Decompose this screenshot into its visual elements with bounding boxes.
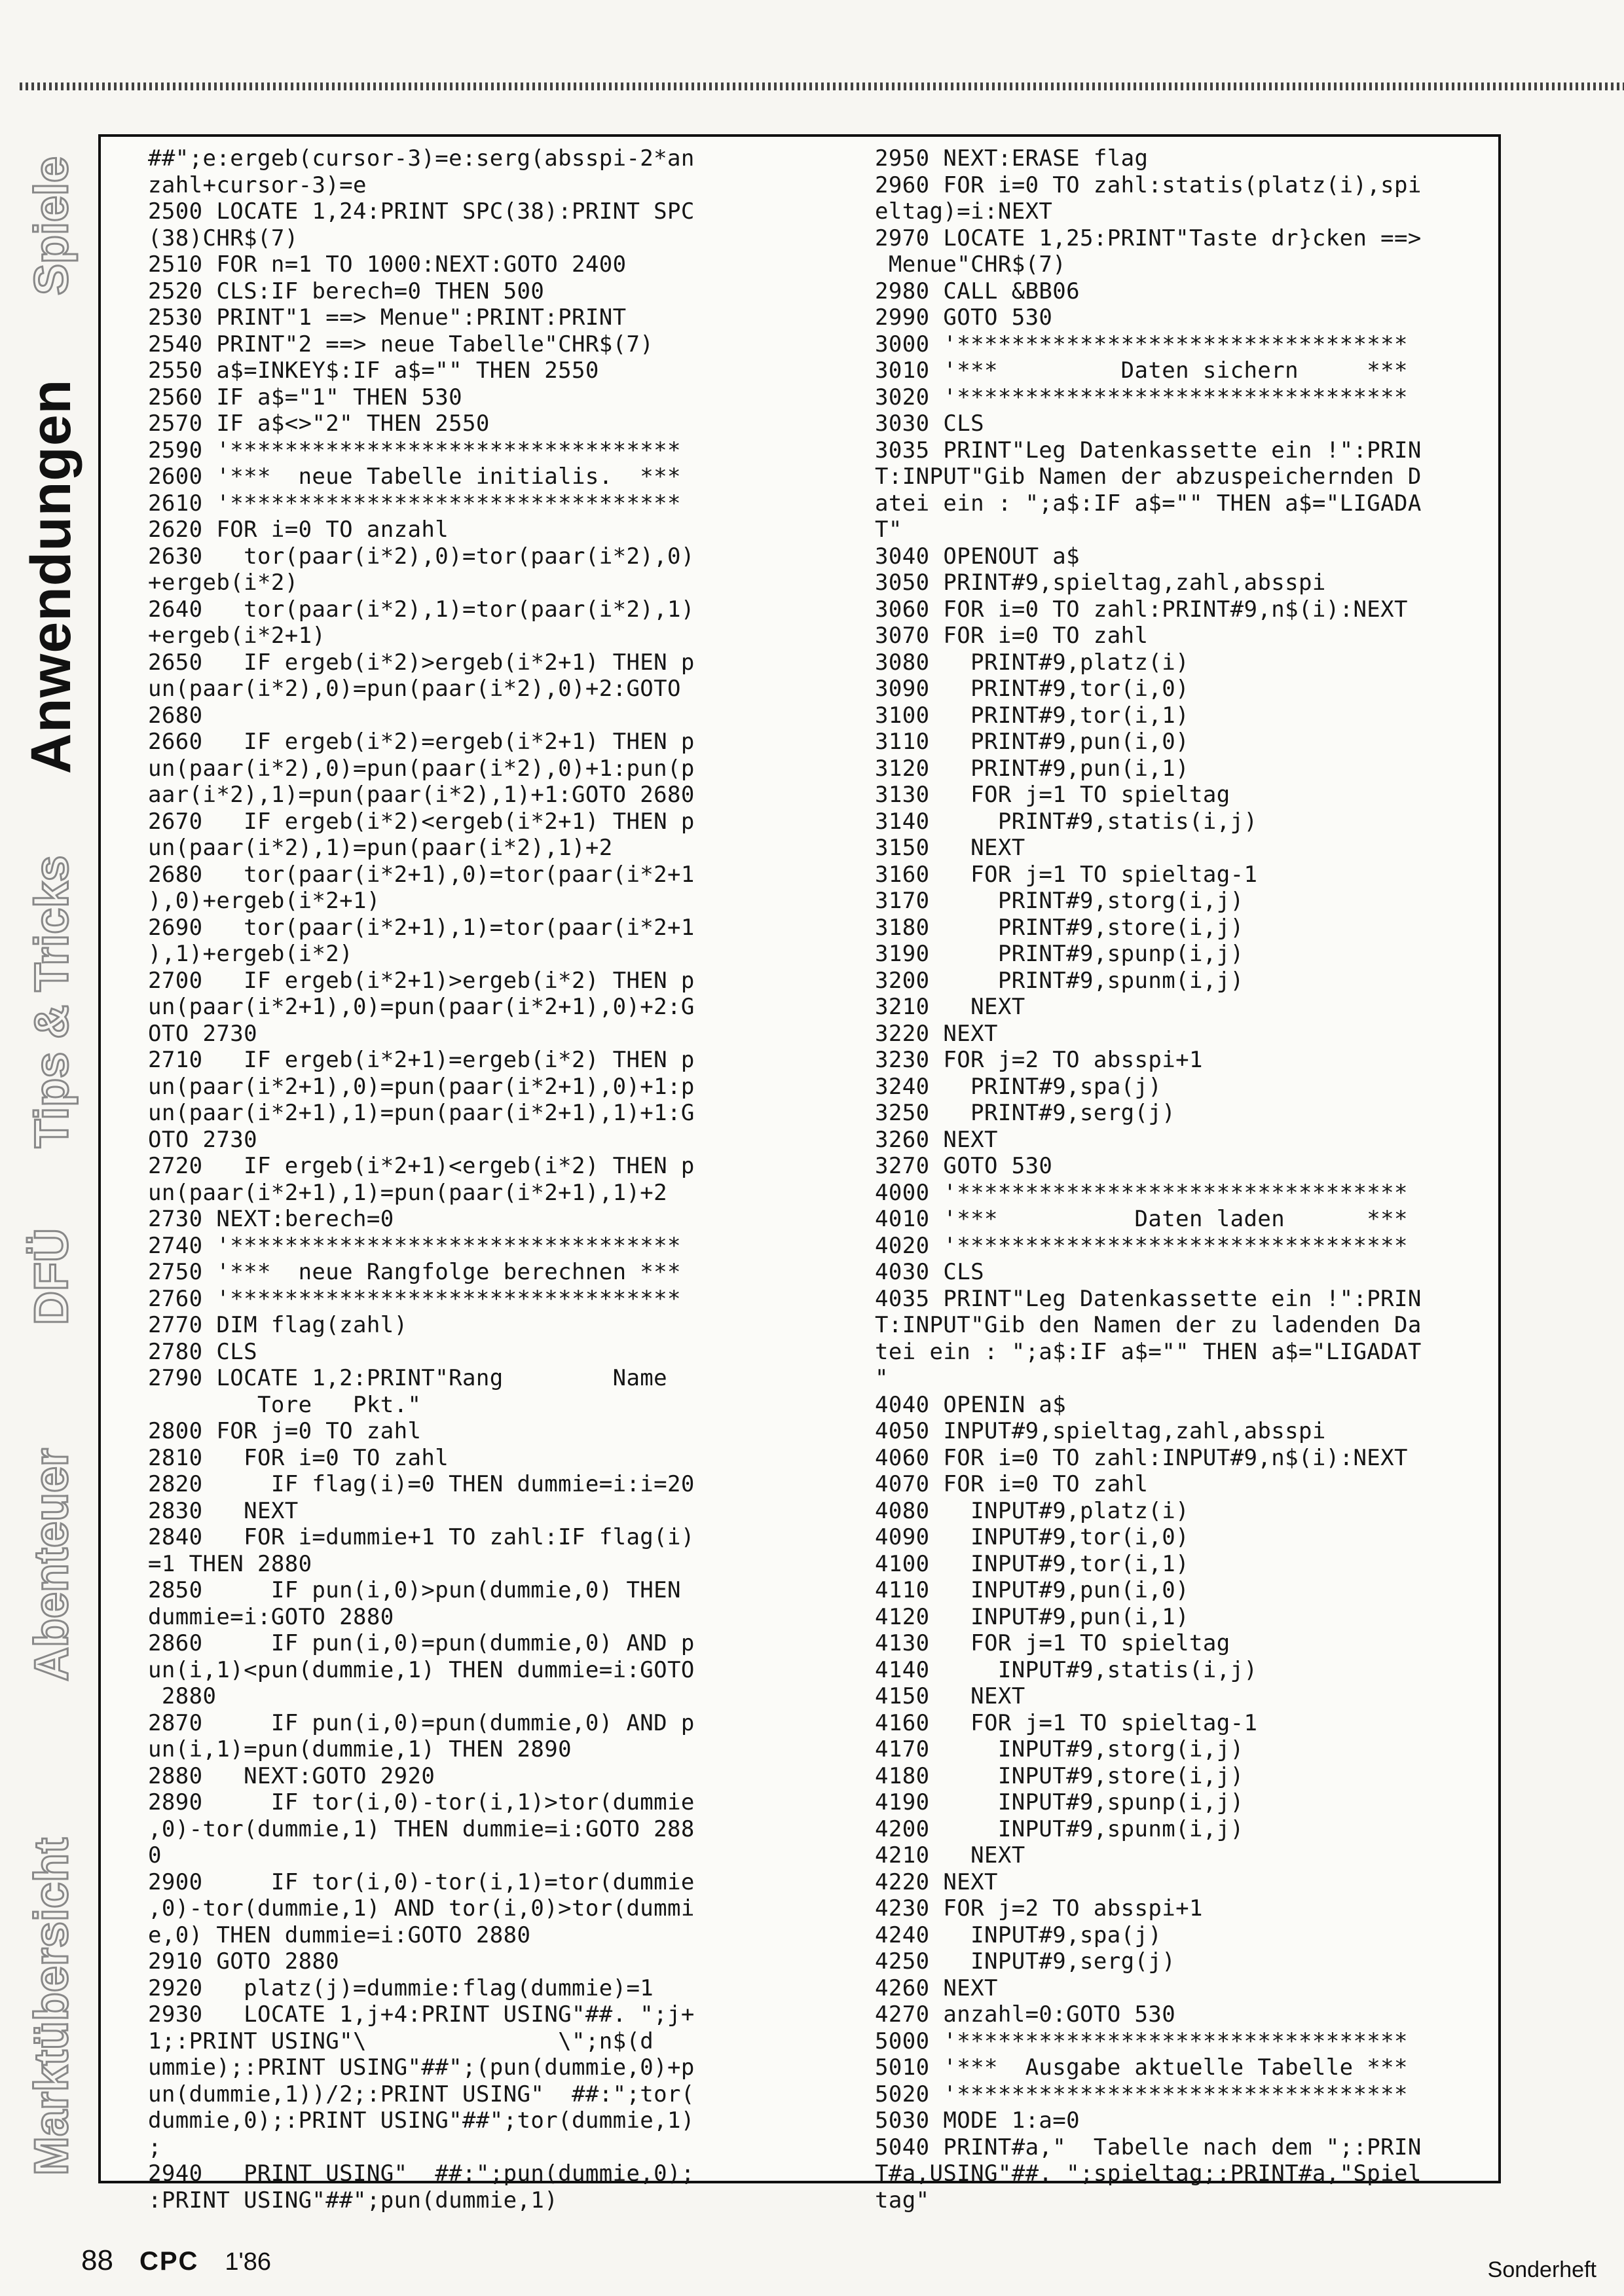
code-line: 3080 PRINT#9,platz(i) bbox=[875, 649, 1190, 676]
code-line: 5000 '********************************* bbox=[875, 2028, 1408, 2054]
code-line: 3130 FOR j=1 TO spieltag bbox=[875, 782, 1230, 808]
code-line: +ergeb(i*2) bbox=[148, 570, 299, 596]
listing-right-column bbox=[875, 145, 1497, 2214]
code-line: 3035 PRINT"Leg Datenkassette ein !":PRIN bbox=[875, 437, 1422, 464]
code-line: 4040 OPENIN a$ bbox=[875, 1391, 1067, 1418]
code-line: 4030 CLS bbox=[875, 1259, 984, 1285]
section-tab-label: Anwendungen bbox=[20, 378, 83, 774]
code-line: un(paar(i*2+1),1)=pun(paar(i*2+1),1)+1:G bbox=[148, 1100, 695, 1126]
code-line: 3160 FOR j=1 TO spieltag-1 bbox=[875, 861, 1258, 888]
code-line: 5010 '*** Ausgabe aktuelle Tabelle *** bbox=[875, 2054, 1408, 2081]
code-line: atei ein : ";a$:IF a$="" THEN a$="LIGADA bbox=[875, 490, 1422, 517]
code-line: eltag)=i:NEXT bbox=[875, 198, 1053, 225]
code-line: 5020 '********************************* bbox=[875, 2081, 1408, 2107]
code-line: 3240 PRINT#9,spa(j) bbox=[875, 1073, 1162, 1100]
code-line: 2770 DIM flag(zahl) bbox=[148, 1312, 408, 1338]
code-line: 4060 FOR i=0 TO zahl:INPUT#9,n$(i):NEXT bbox=[875, 1444, 1408, 1471]
code-line: 2540 PRINT"2 ==> neue Tabelle"CHR$(7) bbox=[148, 331, 654, 357]
section-tab-marktuebersicht[interactable] bbox=[16, 1781, 88, 2232]
section-tab-label: Abenteuer bbox=[26, 1448, 78, 1682]
code-line: 3250 PRINT#9,serg(j) bbox=[875, 1100, 1176, 1126]
section-tab-abenteuer[interactable] bbox=[16, 1401, 88, 1728]
code-line: 2640 tor(paar(i*2),1)=tor(paar(i*2),1) bbox=[148, 596, 695, 623]
code-line: dummie=i:GOTO 2880 bbox=[148, 1603, 394, 1630]
code-line: 2840 FOR i=dummie+1 TO zahl:IF flag(i) bbox=[148, 1524, 695, 1550]
code-line: 2800 FOR j=0 TO zahl bbox=[148, 1418, 422, 1444]
code-line: tei ein : ";a$:IF a$="" THEN a$="LIGADAT bbox=[875, 1338, 1422, 1365]
code-line: un(paar(i*2),0)=pun(paar(i*2),0)+2:GOTO bbox=[148, 676, 681, 702]
section-tab-label: DFÜ bbox=[26, 1228, 79, 1325]
code-line: 2980 CALL &BB06 bbox=[875, 278, 1080, 304]
code-line: OTO 2730 bbox=[148, 1126, 257, 1153]
code-line: un(paar(i*2+1),1)=pun(paar(i*2+1),1)+2 bbox=[148, 1179, 668, 1206]
code-line: 2870 IF pun(i,0)=pun(dummie,0) AND p bbox=[148, 1709, 695, 1736]
code-line: 3120 PRINT#9,pun(i,1) bbox=[875, 755, 1190, 782]
code-line: 2830 NEXT bbox=[148, 1497, 299, 1524]
code-line: ,0)-tor(dummie,1) AND tor(i,0)>tor(dummi bbox=[148, 1895, 695, 1922]
section-tab-anwendungen[interactable] bbox=[16, 367, 88, 786]
code-line: e,0) THEN dummie=i:GOTO 2880 bbox=[148, 1922, 531, 1948]
code-line: 2820 IF flag(i)=0 THEN dummie=i:i=20 bbox=[148, 1471, 695, 1497]
section-tab-tips-tricks[interactable] bbox=[16, 831, 88, 1172]
code-line: 4250 INPUT#9,serg(j) bbox=[875, 1948, 1176, 1975]
code-line: ),1)+ergeb(i*2) bbox=[148, 941, 354, 967]
code-line: 4220 NEXT bbox=[875, 1868, 998, 1895]
code-line: ##";e:ergeb(cursor-3)=e:serg(absspi-2*an bbox=[148, 145, 695, 172]
code-line: T:INPUT"Gib Namen der abzuspeichernden D bbox=[875, 464, 1422, 490]
code-line: 4180 INPUT#9,store(i,j) bbox=[875, 1762, 1244, 1789]
special-edition-label: Sonderheft bbox=[1487, 2257, 1596, 2282]
code-line: 2700 IF ergeb(i*2+1)>ergeb(i*2) THEN p bbox=[148, 967, 695, 994]
code-line: 3000 '********************************* bbox=[875, 331, 1408, 357]
code-line: +ergeb(i*2+1) bbox=[148, 623, 326, 649]
code-line: 3040 OPENOUT a$ bbox=[875, 543, 1080, 570]
code-line: un(dummie,1))/2;:PRINT USING" ##:";tor( bbox=[148, 2081, 695, 2107]
code-line: 2710 IF ergeb(i*2+1)=ergeb(i*2) THEN p bbox=[148, 1047, 695, 1073]
code-line: 3070 FOR i=0 TO zahl bbox=[875, 623, 1149, 649]
code-line: 2970 LOCATE 1,25:PRINT"Taste dr}cken ==> bbox=[875, 225, 1422, 251]
code-line: 4160 FOR j=1 TO spieltag-1 bbox=[875, 1709, 1258, 1736]
code-line: 4110 INPUT#9,pun(i,0) bbox=[875, 1577, 1190, 1603]
code-line: un(i,1)<pun(dummie,1) THEN dummie=i:GOTO bbox=[148, 1656, 695, 1683]
section-tab-label: Marktübersicht bbox=[26, 1837, 79, 2176]
code-line: 2780 CLS bbox=[148, 1338, 257, 1365]
code-line: 5040 PRINT#a," Tabelle nach dem ";:PRIN bbox=[875, 2134, 1422, 2160]
code-line: =1 THEN 2880 bbox=[148, 1550, 312, 1577]
code-line: Tore Pkt." bbox=[148, 1391, 422, 1418]
code-line: 1;:PRINT USING"\ \";n$(d bbox=[148, 2028, 654, 2054]
code-line: 2790 LOCATE 1,2:PRINT"Rang Name bbox=[148, 1365, 668, 1391]
code-line: zahl+cursor-3)=e bbox=[148, 172, 367, 198]
code-line: 2760 '********************************* bbox=[148, 1285, 681, 1312]
code-line: 2600 '*** neue Tabelle initialis. *** bbox=[148, 464, 681, 490]
code-line: 4260 NEXT bbox=[875, 1975, 998, 2001]
code-line: 2950 NEXT:ERASE flag bbox=[875, 145, 1149, 172]
code-line: 2550 a$=INKEY$:IF a$="" THEN 2550 bbox=[148, 357, 599, 384]
code-line: 5030 MODE 1:a=0 bbox=[875, 2107, 1080, 2134]
code-line: 2740 '********************************* bbox=[148, 1232, 681, 1259]
code-line: 2610 '********************************* bbox=[148, 490, 681, 517]
code-line: ; bbox=[148, 2134, 162, 2160]
code-line: :PRINT USING"##";pun(dummie,1) bbox=[148, 2187, 559, 2214]
code-line: 0 bbox=[148, 1842, 162, 1868]
listing-left-column bbox=[148, 145, 777, 2214]
code-line: 4170 INPUT#9,storg(i,j) bbox=[875, 1736, 1244, 1762]
code-line: 4130 FOR j=1 TO spieltag bbox=[875, 1630, 1230, 1656]
code-line: 2630 tor(paar(i*2),0)=tor(paar(i*2),0) bbox=[148, 543, 695, 570]
code-line: 3260 NEXT bbox=[875, 1126, 998, 1153]
code-line: 4210 NEXT bbox=[875, 1842, 1025, 1868]
code-line: 3210 NEXT bbox=[875, 994, 1025, 1020]
code-line: 2570 IF a$<>"2" THEN 2550 bbox=[148, 410, 490, 437]
code-line: un(paar(i*2),0)=pun(paar(i*2),0)+1:pun(p bbox=[148, 755, 695, 782]
code-line: 3230 FOR j=2 TO absspi+1 bbox=[875, 1047, 1203, 1073]
code-line: 4035 PRINT"Leg Datenkassette ein !":PRIN bbox=[875, 1285, 1422, 1312]
code-line: Menue"CHR$(7) bbox=[875, 251, 1067, 278]
code-line: 2730 NEXT:berech=0 bbox=[148, 1206, 394, 1232]
code-line: 2530 PRINT"1 ==> Menue":PRINT:PRINT bbox=[148, 304, 627, 331]
code-line: 2680 bbox=[148, 702, 203, 729]
code-line: un(i,1)=pun(dummie,1) THEN 2890 bbox=[148, 1736, 572, 1762]
code-line: 3020 '********************************* bbox=[875, 384, 1408, 410]
code-line: 3100 PRINT#9,tor(i,1) bbox=[875, 702, 1190, 729]
code-line: T" bbox=[875, 517, 902, 543]
page-footer bbox=[81, 2244, 271, 2284]
code-line: tag" bbox=[875, 2187, 930, 2214]
code-line: 4120 INPUT#9,pun(i,1) bbox=[875, 1603, 1190, 1630]
code-line: 2810 FOR i=0 TO zahl bbox=[148, 1444, 449, 1471]
code-line: ummie);:PRINT USING"##";(pun(dummie,0)+p bbox=[148, 2054, 695, 2081]
code-line: 2520 CLS:IF berech=0 THEN 500 bbox=[148, 278, 545, 304]
code-line: 2900 IF tor(i,0)-tor(i,1)=tor(dummie bbox=[148, 1868, 695, 1895]
code-line: 3110 PRINT#9,pun(i,0) bbox=[875, 729, 1190, 755]
code-line: OTO 2730 bbox=[148, 1020, 257, 1047]
code-line: 2960 FOR i=0 TO zahl:statis(platz(i),spi bbox=[875, 172, 1422, 198]
code-line: 3090 PRINT#9,tor(i,0) bbox=[875, 676, 1190, 702]
code-line: 2500 LOCATE 1,24:PRINT SPC(38):PRINT SPC bbox=[148, 198, 695, 225]
code-line: ,0)-tor(dummie,1) THEN dummie=i:GOTO 288 bbox=[148, 1815, 695, 1842]
code-line: 3190 PRINT#9,spunp(i,j) bbox=[875, 941, 1244, 967]
code-line: 3150 NEXT bbox=[875, 835, 1025, 861]
code-line: 2510 FOR n=1 TO 1000:NEXT:GOTO 2400 bbox=[148, 251, 627, 278]
code-line: 4190 INPUT#9,spunp(i,j) bbox=[875, 1789, 1244, 1815]
code-line: 4140 INPUT#9,statis(i,j) bbox=[875, 1656, 1258, 1683]
section-tab-label: Spiele bbox=[26, 156, 79, 296]
code-line: 2620 FOR i=0 TO anzahl bbox=[148, 517, 449, 543]
code-line: 3140 PRINT#9,statis(i,j) bbox=[875, 808, 1258, 835]
code-line: T:INPUT"Gib den Namen der zu ladenden Da bbox=[875, 1312, 1422, 1338]
code-line: 3200 PRINT#9,spunm(i,j) bbox=[875, 967, 1244, 994]
code-line: 4100 INPUT#9,tor(i,1) bbox=[875, 1550, 1190, 1577]
section-tab-label: Tips & Tricks bbox=[26, 855, 78, 1148]
code-line: 2670 IF ergeb(i*2)<ergeb(i*2+1) THEN p bbox=[148, 808, 695, 835]
code-line: 4070 FOR i=0 TO zahl bbox=[875, 1471, 1149, 1497]
code-line: (38)CHR$(7) bbox=[148, 225, 299, 251]
section-tab-spiele[interactable] bbox=[16, 118, 88, 334]
code-line: 3030 CLS bbox=[875, 410, 984, 437]
code-line: 2590 '********************************* bbox=[148, 437, 681, 464]
code-line: " bbox=[875, 1365, 889, 1391]
code-line: un(paar(i*2+1),0)=pun(paar(i*2+1),0)+1:p bbox=[148, 1073, 695, 1100]
magazine-name: CPC bbox=[139, 2247, 199, 2276]
code-line: 2850 IF pun(i,0)>pun(dummie,0) THEN bbox=[148, 1577, 681, 1603]
code-line: 2910 GOTO 2880 bbox=[148, 1948, 340, 1975]
code-line: 2920 platz(j)=dummie:flag(dummie)=1 bbox=[148, 1975, 654, 2001]
code-line: 2680 tor(paar(i*2+1),0)=tor(paar(i*2+1 bbox=[148, 861, 695, 888]
code-line: 3180 PRINT#9,store(i,j) bbox=[875, 914, 1244, 941]
code-line: 2720 IF ergeb(i*2+1)<ergeb(i*2) THEN p bbox=[148, 1153, 695, 1179]
code-line: 3050 PRINT#9,spieltag,zahl,absspi bbox=[875, 570, 1326, 596]
page-number: 88 bbox=[81, 2244, 113, 2276]
code-line: 2990 GOTO 530 bbox=[875, 304, 1053, 331]
top-dotted-rule bbox=[20, 82, 1624, 90]
code-line: 3170 PRINT#9,storg(i,j) bbox=[875, 888, 1244, 914]
code-line: aar(i*2),1)=pun(paar(i*2),1)+1:GOTO 2680 bbox=[148, 782, 695, 808]
code-line: 4080 INPUT#9,platz(i) bbox=[875, 1497, 1190, 1524]
issue-number: 1'86 bbox=[225, 2248, 272, 2276]
code-line: 2930 LOCATE 1,j+4:PRINT USING"##. ";j+ bbox=[148, 2001, 695, 2028]
code-line: un(paar(i*2+1),0)=pun(paar(i*2+1),0)+2:G bbox=[148, 994, 695, 1020]
code-line: 4270 anzahl=0:GOTO 530 bbox=[875, 2001, 1176, 2028]
code-line: 2650 IF ergeb(i*2)>ergeb(i*2+1) THEN p bbox=[148, 649, 695, 676]
code-line: 4050 INPUT#9,spieltag,zahl,absspi bbox=[875, 1418, 1326, 1444]
code-line: T#a,USING"##. ";spieltag;:PRINT#a,"Spiel bbox=[875, 2160, 1422, 2187]
code-line: 4090 INPUT#9,tor(i,0) bbox=[875, 1524, 1190, 1550]
code-line: 2880 bbox=[148, 1683, 217, 1709]
code-line: 3010 '*** Daten sichern *** bbox=[875, 357, 1408, 384]
code-line: 2880 NEXT:GOTO 2920 bbox=[148, 1762, 435, 1789]
section-tab-dfu[interactable] bbox=[16, 1205, 88, 1349]
code-line: ),0)+ergeb(i*2+1) bbox=[148, 888, 380, 914]
code-line: 4020 '********************************* bbox=[875, 1232, 1408, 1259]
code-line: 2660 IF ergeb(i*2)=ergeb(i*2+1) THEN p bbox=[148, 729, 695, 755]
code-line: 4150 NEXT bbox=[875, 1683, 1025, 1709]
code-line: 4230 FOR j=2 TO absspi+1 bbox=[875, 1895, 1203, 1922]
code-line: 2560 IF a$="1" THEN 530 bbox=[148, 384, 463, 410]
code-line: 2890 IF tor(i,0)-tor(i,1)>tor(dummie bbox=[148, 1789, 695, 1815]
code-line: un(paar(i*2),1)=pun(paar(i*2),1)+2 bbox=[148, 835, 613, 861]
code-line: 3060 FOR i=0 TO zahl:PRINT#9,n$(i):NEXT bbox=[875, 596, 1408, 623]
code-line: 4010 '*** Daten laden *** bbox=[875, 1206, 1408, 1232]
code-line: 2750 '*** neue Rangfolge berechnen *** bbox=[148, 1259, 681, 1285]
code-line: 4200 INPUT#9,spunm(i,j) bbox=[875, 1815, 1244, 1842]
code-line: 2940 PRINT USING" ##:";pun(dummie,0); bbox=[148, 2160, 695, 2187]
code-line: dummie,0);:PRINT USING"##";tor(dummie,1) bbox=[148, 2107, 695, 2134]
code-line: 3270 GOTO 530 bbox=[875, 1153, 1053, 1179]
code-line: 4000 '********************************* bbox=[875, 1179, 1408, 1206]
code-line: 2690 tor(paar(i*2+1),1)=tor(paar(i*2+1 bbox=[148, 914, 695, 941]
code-line: 2860 IF pun(i,0)=pun(dummie,0) AND p bbox=[148, 1630, 695, 1656]
code-line: 4240 INPUT#9,spa(j) bbox=[875, 1922, 1162, 1948]
code-line: 3220 NEXT bbox=[875, 1020, 998, 1047]
